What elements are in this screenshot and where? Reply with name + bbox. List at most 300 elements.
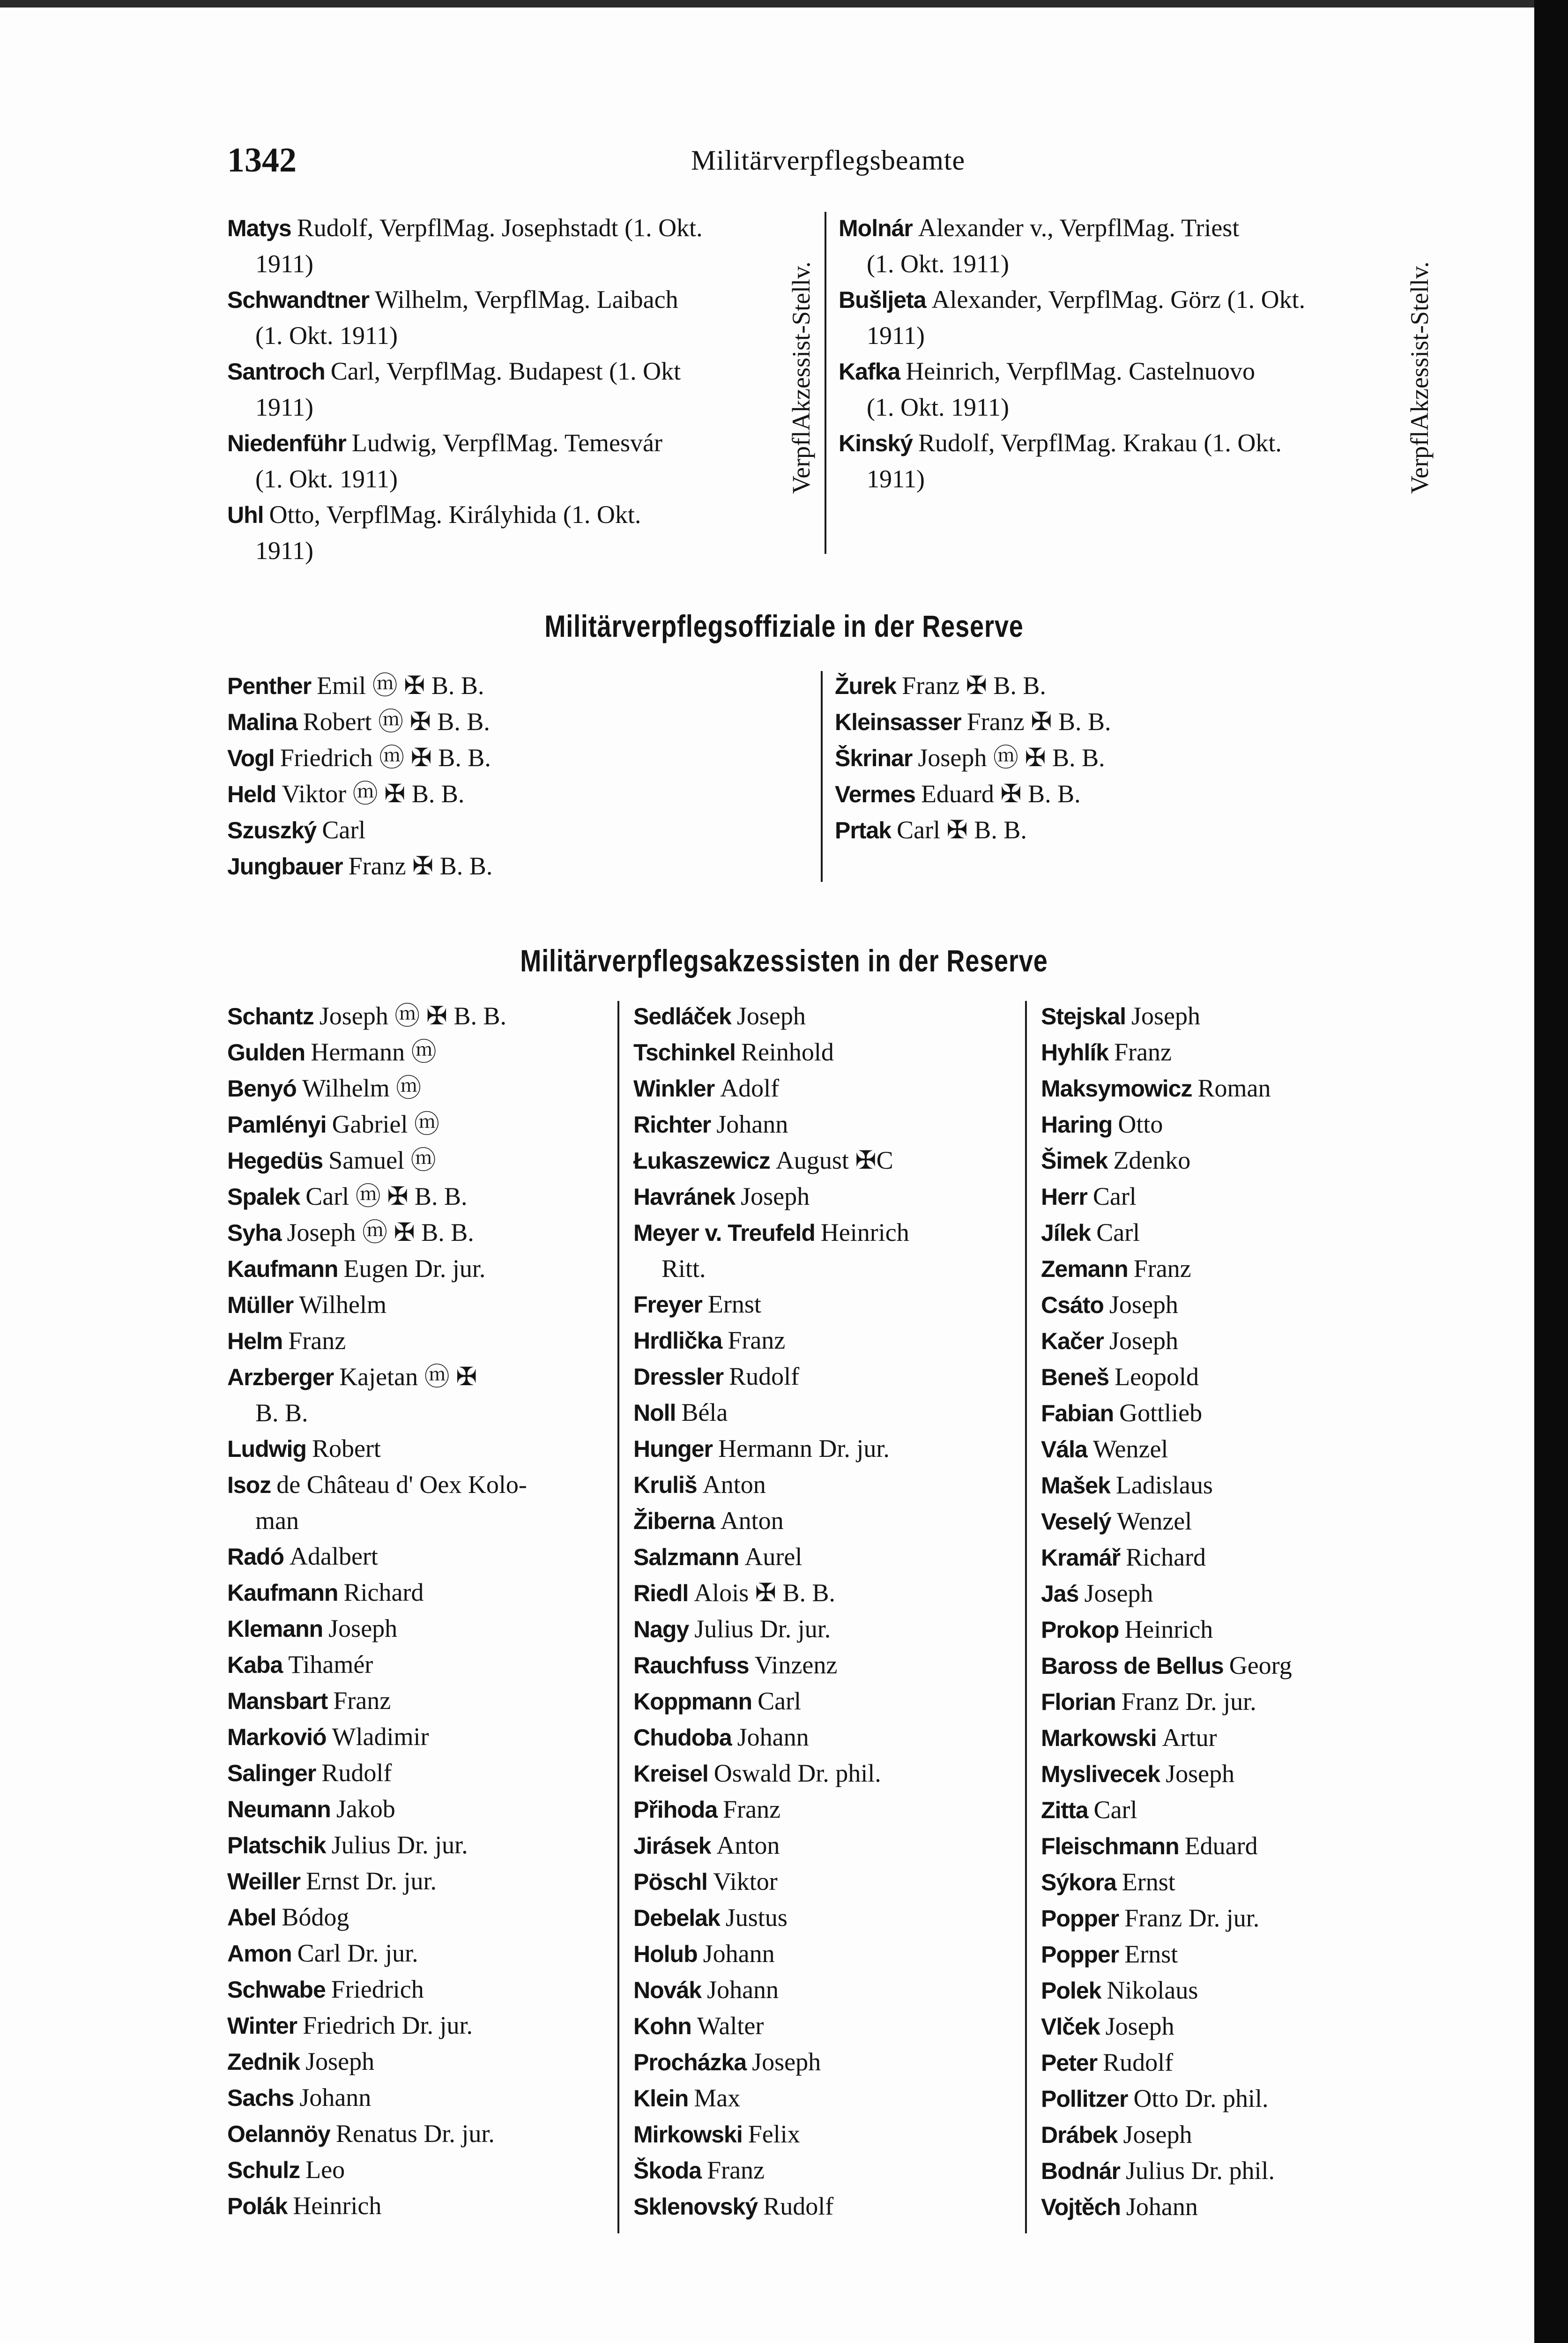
list-entry	[227, 1431, 625, 1467]
entry-detail: Renatus Dr. jur.	[335, 2119, 495, 2148]
entry-surname: Winter	[227, 2013, 297, 2039]
entry-surname: Sýkora	[1041, 1869, 1116, 1895]
list-entry	[227, 1287, 625, 1323]
entry-surname: Held	[227, 781, 276, 807]
list-entry	[227, 2152, 625, 2188]
entry-surname: Santroch	[227, 358, 325, 385]
entry-surname: Žiberna	[633, 1508, 715, 1534]
entry-surname: Sachs	[227, 2085, 294, 2111]
entry-surname: Vojtěch	[1041, 2194, 1121, 2220]
entry-detail: Rudolf	[321, 1759, 392, 1787]
list-entry	[1041, 1106, 1439, 1142]
entry-surname: Kačer	[1041, 1328, 1104, 1354]
list-entry	[227, 2188, 625, 2224]
list-entry	[227, 1935, 625, 1971]
list-entry	[227, 1034, 625, 1070]
offiziale-left-column	[227, 668, 813, 884]
entry-detail: Franz Dr. jur.	[1124, 1904, 1260, 1932]
entry-surname: Salinger	[227, 1760, 316, 1786]
entry-detail: Viktor	[713, 1867, 778, 1895]
entry-surname: Pollitzer	[1041, 2086, 1128, 2112]
entry-surname: Škoda	[633, 2157, 702, 2184]
entry-surname: Kramář	[1041, 1545, 1121, 1571]
list-entry	[839, 389, 1382, 425]
entry-detail: man	[255, 1507, 299, 1535]
list-entry	[633, 1322, 1032, 1358]
list-entry	[227, 1538, 625, 1574]
entry-detail: 1911)	[255, 250, 313, 278]
entry-detail: Heinrich	[293, 2192, 382, 2220]
entry-surname: Peter	[1041, 2050, 1098, 2076]
list-entry	[227, 1179, 625, 1215]
entry-surname: Stejskal	[1041, 1003, 1126, 1030]
list-entry	[835, 668, 1420, 704]
entry-detail: Otto	[1118, 1110, 1163, 1138]
entry-detail: 1911)	[867, 321, 925, 350]
entry-surname: Freyer	[633, 1291, 702, 1318]
entry-surname: Molnár	[839, 215, 913, 241]
entry-detail: Otto Dr. phil.	[1133, 2084, 1269, 2112]
entry-detail: Rudolf	[1103, 2048, 1174, 2076]
entry-surname: Jirásek	[633, 1833, 711, 1859]
list-entry	[633, 1791, 1032, 1828]
entry-surname: Hyhlík	[1041, 1039, 1109, 1066]
list-entry	[633, 1611, 1032, 1647]
entry-detail: Joseph ⓜ ✠ B. B.	[918, 744, 1105, 772]
entry-surname: Noll	[633, 1400, 676, 1426]
entry-detail: Oswald Dr. phil.	[713, 1759, 881, 1787]
list-entry	[633, 1719, 1032, 1755]
entry-detail: 1911)	[255, 393, 313, 421]
list-entry	[227, 812, 813, 848]
entry-detail: Ritt.	[661, 1254, 706, 1283]
entry-surname: Riedl	[633, 1580, 689, 1606]
entry-detail: Max	[694, 2084, 741, 2112]
list-entry	[633, 1034, 1032, 1070]
entry-surname: Niedenführ	[227, 430, 346, 456]
entry-detail: Justus	[725, 1903, 788, 1932]
entry-detail: Friedrich ⓜ ✠ B. B.	[280, 744, 491, 772]
entry-detail: Nikolaus	[1107, 1976, 1198, 2004]
entry-surname: Platschik	[227, 1832, 326, 1858]
list-entry	[227, 848, 813, 884]
list-entry	[1041, 1179, 1439, 1215]
list-entry	[839, 282, 1382, 318]
entry-detail: Alexander v., VerpflMag. Triest	[918, 214, 1240, 242]
entry-surname: Tschinkel	[633, 1039, 736, 1066]
entry-detail: Hermann ⓜ	[311, 1038, 437, 1066]
entry-detail: Wenzel	[1116, 1507, 1192, 1535]
list-entry	[633, 1936, 1032, 1972]
entry-detail: Friedrich Dr. jur.	[303, 2011, 473, 2039]
entry-detail: Carl Dr. jur.	[297, 1939, 418, 1967]
entry-detail: Leopold	[1115, 1363, 1199, 1391]
list-entry	[227, 1142, 625, 1179]
list-entry	[227, 740, 813, 776]
entry-detail: 1911)	[867, 465, 925, 493]
entry-surname: Mašek	[1041, 1472, 1110, 1499]
entry-surname: Drábek	[1041, 2122, 1118, 2148]
entry-detail: Franz	[1133, 1254, 1191, 1283]
entry-detail: (1. Okt. 1911)	[867, 250, 1009, 278]
column-divider	[825, 212, 826, 554]
entry-surname: Sedláček	[633, 1003, 731, 1030]
list-entry	[633, 2116, 1032, 2152]
entry-surname: Prokop	[1041, 1617, 1119, 1643]
entry-detail: Carl	[322, 816, 366, 844]
entry-surname: Csáto	[1041, 1292, 1104, 1318]
list-entry	[633, 2152, 1032, 2188]
list-entry	[227, 1683, 625, 1719]
entry-detail: Anton	[702, 1470, 766, 1499]
list-entry	[227, 1359, 625, 1395]
page-number: 1342	[227, 141, 297, 179]
list-entry	[227, 1755, 625, 1791]
entry-detail: Zdenko	[1113, 1146, 1191, 1174]
entry-detail: Joseph	[1109, 1291, 1178, 1319]
list-entry	[633, 1106, 1032, 1142]
entry-detail: B. B.	[255, 1399, 308, 1427]
list-entry	[633, 2044, 1032, 2080]
entry-detail: Alois ✠ B. B.	[694, 1579, 836, 1607]
entry-detail: Johann	[737, 1723, 809, 1751]
entry-detail: Walter	[697, 2012, 764, 2040]
list-entry	[227, 668, 813, 704]
list-entry	[835, 704, 1420, 740]
list-entry	[633, 1215, 1032, 1251]
entry-surname: Szuszký	[227, 817, 317, 843]
entry-detail: Julius Dr. jur.	[694, 1615, 831, 1643]
entry-detail: Friedrich	[331, 1975, 424, 2003]
list-entry	[1041, 1575, 1439, 1612]
list-entry	[633, 1900, 1032, 1936]
offiziale-title: Militärverpflegsoffiziale in der Reserve	[544, 609, 1024, 643]
entry-detail: de Château d' Oex Kolo-	[276, 1470, 527, 1499]
list-entry	[1041, 1287, 1439, 1323]
list-entry	[227, 1899, 625, 1935]
entry-surname: Žurek	[835, 673, 897, 699]
list-entry	[227, 2007, 625, 2044]
entry-detail: Samuel ⓜ	[328, 1146, 436, 1174]
entry-detail: Wilhelm, VerpflMag. Laibach	[374, 285, 678, 313]
entry-detail: Gabriel ⓜ	[332, 1110, 439, 1138]
entry-detail: Joseph	[305, 2047, 375, 2075]
list-entry	[633, 1647, 1032, 1683]
list-entry	[1041, 1467, 1439, 1503]
entry-detail: Johann	[299, 2083, 372, 2112]
entry-detail: Joseph	[741, 1182, 810, 1210]
list-entry	[227, 1106, 625, 1142]
entry-surname: Neumann	[227, 1796, 331, 1822]
entry-surname: Klein	[633, 2085, 689, 2112]
list-entry	[227, 1827, 625, 1863]
entry-surname: Debelak	[633, 1905, 720, 1931]
entry-detail: Joseph	[736, 1002, 806, 1030]
entry-surname: Florian	[1041, 1689, 1116, 1715]
entry-surname: Pamlényi	[227, 1112, 327, 1138]
entry-surname: Havránek	[633, 1184, 736, 1210]
list-entry	[227, 2116, 625, 2152]
list-entry	[1041, 2008, 1439, 2045]
entry-surname: Kreisel	[633, 1761, 708, 1787]
list-entry	[835, 812, 1420, 848]
list-entry	[633, 1431, 1032, 1467]
list-entry	[227, 1574, 625, 1611]
entry-detail: Johann	[1126, 2193, 1198, 2221]
entry-detail: Franz ✠ B. B.	[902, 672, 1046, 700]
list-entry	[633, 1575, 1032, 1611]
column-divider	[821, 671, 823, 882]
list-entry	[1041, 2045, 1439, 2081]
entry-detail: Franz	[288, 1327, 346, 1355]
list-entry	[227, 425, 775, 461]
column-divider	[617, 1001, 619, 2233]
list-entry	[227, 1611, 625, 1647]
stellv-right-label: VerpflAkzessist-Stellv.	[1405, 261, 1434, 494]
list-entry	[839, 353, 1382, 389]
entry-detail: Ladislaus	[1115, 1471, 1213, 1499]
entry-surname: Amon	[227, 1940, 292, 1967]
entry-surname: Mirkowski	[633, 2121, 743, 2148]
list-entry	[633, 1828, 1032, 1864]
entry-surname: Vogl	[227, 745, 275, 771]
list-entry	[835, 740, 1420, 776]
entry-detail: Ernst	[1124, 1940, 1178, 1968]
list-entry	[1041, 1828, 1439, 1864]
entry-detail: Franz	[728, 1326, 786, 1354]
entry-detail: Anton	[720, 1507, 784, 1535]
list-entry	[1041, 1359, 1439, 1395]
list-entry	[1041, 1251, 1439, 1287]
entry-detail: Roman	[1197, 1074, 1271, 1102]
entry-surname: Jaś	[1041, 1581, 1079, 1607]
entry-detail: Eduard	[1184, 1832, 1258, 1860]
entry-surname: Koppmann	[633, 1688, 752, 1715]
entry-detail: Julius Dr. phil.	[1126, 2156, 1275, 2185]
entry-surname: Salzmann	[633, 1544, 739, 1570]
list-entry	[633, 2188, 1032, 2224]
entry-surname: Zitta	[1041, 1797, 1088, 1823]
entry-detail: Béla	[681, 1398, 728, 1426]
entry-surname: Kleinsasser	[835, 709, 961, 735]
list-entry	[1041, 2117, 1439, 2153]
list-entry	[227, 1467, 625, 1503]
list-entry	[227, 1719, 625, 1755]
entry-surname: Markovió	[227, 1724, 327, 1750]
entry-detail: Franz	[333, 1686, 391, 1715]
list-entry	[1041, 1323, 1439, 1359]
entry-detail: Adalbert	[290, 1542, 378, 1570]
entry-surname: Spalek	[227, 1184, 300, 1210]
entry-surname: Vála	[1041, 1436, 1087, 1463]
entry-detail: Johann	[703, 1940, 775, 1968]
entry-surname: Polek	[1041, 1977, 1101, 2004]
entry-surname: Markowski	[1041, 1725, 1157, 1751]
list-entry	[1041, 1756, 1439, 1792]
entry-surname: Dressler	[633, 1364, 724, 1390]
entry-detail: Heinrich	[820, 1218, 909, 1246]
list-entry	[227, 1251, 625, 1287]
list-entry	[227, 497, 775, 533]
list-entry	[633, 1683, 1032, 1719]
list-entry	[633, 1864, 1032, 1900]
entry-detail: Rudolf, VerpflMag. Josephstadt (1. Okt.	[297, 214, 703, 242]
entry-detail: Richard	[343, 1578, 424, 1606]
list-entry	[1041, 1684, 1439, 1720]
entry-surname: Nagy	[633, 1616, 689, 1642]
entry-detail: Heinrich, VerpflMag. Castelnuovo	[906, 357, 1256, 385]
list-entry	[1041, 2153, 1439, 2189]
entry-detail: Adolf	[720, 1074, 780, 1102]
list-entry	[1041, 1648, 1439, 1684]
list-entry	[1041, 1070, 1439, 1106]
entry-detail: Anton	[716, 1831, 780, 1859]
entry-detail: Kajetan ⓜ ✠	[339, 1363, 477, 1391]
entry-detail: Robert ⓜ ✠ B. B.	[303, 708, 490, 736]
entry-surname: Myslivecek	[1041, 1761, 1160, 1787]
entry-detail: Carl ✠ B. B.	[897, 816, 1027, 844]
entry-detail: Rudolf	[763, 2192, 834, 2220]
entry-surname: Müller	[227, 1292, 294, 1318]
entry-detail: Joseph	[328, 1614, 398, 1642]
entry-detail: Carl	[758, 1687, 802, 1715]
list-entry	[633, 1972, 1032, 2008]
entry-surname: Popper	[1041, 1941, 1119, 1968]
entry-detail: Carl, VerpflMag. Budapest (1. Okt	[330, 357, 681, 385]
entry-detail: Carl	[1096, 1218, 1140, 1246]
list-entry	[227, 704, 813, 740]
list-entry	[227, 1971, 625, 2007]
page-header	[227, 141, 1398, 183]
list-entry	[839, 210, 1382, 246]
entry-detail: Johann	[707, 1976, 779, 2004]
entry-surname: Hrdlička	[633, 1328, 722, 1354]
entry-detail: Bódog	[282, 1903, 349, 1931]
entry-surname: Kruliš	[633, 1472, 697, 1498]
entry-surname: Novák	[633, 1977, 702, 2003]
entry-surname: Schantz	[227, 1003, 314, 1030]
entry-detail: 1911)	[255, 537, 313, 565]
entry-surname: Sklenovský	[633, 2194, 758, 2220]
entry-surname: Kaufmann	[227, 1580, 338, 1606]
entry-surname: Jílek	[1041, 1220, 1091, 1246]
entry-detail: Joseph	[1131, 1002, 1201, 1030]
entry-surname: Helm	[227, 1328, 283, 1354]
entry-surname: Schwandtner	[227, 287, 369, 313]
list-entry	[227, 1395, 625, 1431]
entry-surname: Chudoba	[633, 1724, 732, 1751]
list-entry	[633, 1467, 1032, 1503]
entry-detail: Carl	[1093, 1796, 1137, 1824]
entry-surname: Rauchfuss	[633, 1652, 749, 1679]
list-entry	[227, 282, 775, 318]
entry-surname: Kaufmann	[227, 1256, 338, 1282]
entry-detail: Joseph	[1105, 2012, 1174, 2040]
list-entry	[633, 1142, 1032, 1179]
entry-surname: Herr	[1041, 1184, 1087, 1210]
entry-detail: Franz Dr. jur.	[1121, 1687, 1256, 1716]
entry-surname: Prtak	[835, 817, 892, 843]
list-entry	[633, 1251, 1032, 1286]
entry-surname: Fleischmann	[1041, 1833, 1179, 1859]
entry-detail: August ✠C	[775, 1146, 893, 1174]
akzessisten-title: Militärverpflegsakzessisten in der Reserve	[520, 943, 1048, 978]
list-entry	[227, 389, 775, 425]
entry-detail: Rudolf, VerpflMag. Krakau (1. Okt.	[918, 429, 1282, 457]
list-entry	[839, 318, 1382, 353]
offiziale-right-column	[835, 668, 1420, 848]
entry-detail: Otto, VerpflMag. Királyhida (1. Okt.	[269, 500, 641, 529]
entry-surname: Škrinar	[835, 745, 913, 771]
entry-detail: Wilhelm ⓜ	[302, 1074, 422, 1102]
list-entry	[227, 1791, 625, 1827]
entry-detail: Georg	[1229, 1651, 1292, 1679]
list-entry	[227, 2044, 625, 2080]
akzessisten-column-1	[227, 998, 625, 2224]
list-entry	[227, 2080, 625, 2116]
list-entry	[1041, 1792, 1439, 1828]
entry-detail: Rudolf	[729, 1362, 800, 1390]
scan-edge-shadow	[1534, 0, 1568, 2343]
entry-surname: Pöschl	[633, 1869, 707, 1895]
list-entry	[835, 776, 1420, 812]
list-entry	[1041, 1612, 1439, 1648]
entry-surname: Zemann	[1041, 1256, 1128, 1282]
entry-surname: Isoz	[227, 1472, 271, 1498]
list-entry	[633, 998, 1032, 1034]
list-entry	[227, 246, 775, 282]
list-entry	[633, 1286, 1032, 1322]
running-head: Militärverpflegsbeamte	[691, 145, 966, 176]
entry-surname: Zednik	[227, 2049, 300, 2075]
entry-detail: Eugen Dr. jur.	[343, 1254, 486, 1283]
entry-surname: Uhl	[227, 502, 264, 528]
entry-surname: Procházka	[633, 2049, 747, 2075]
entry-surname: Ludwig	[227, 1436, 306, 1462]
entry-detail: (1. Okt. 1911)	[255, 321, 398, 350]
entry-surname: Veselý	[1041, 1508, 1111, 1535]
entry-detail: Joseph	[1084, 1579, 1153, 1607]
entry-detail: Felix	[748, 2120, 800, 2148]
list-entry	[227, 1215, 625, 1251]
entry-detail: Wilhelm	[299, 1291, 387, 1319]
entry-surname: Maksymowicz	[1041, 1075, 1192, 1102]
entry-surname: Schulz	[227, 2157, 300, 2183]
entry-detail: (1. Okt. 1911)	[867, 393, 1009, 421]
entry-detail: Ernst Dr. jur.	[306, 1867, 437, 1895]
entry-detail: Eduard ✠ B. B.	[921, 780, 1081, 808]
list-entry	[633, 1358, 1032, 1395]
list-entry	[633, 1539, 1032, 1575]
entry-surname: Oelannöy	[227, 2121, 330, 2147]
entry-detail: Franz ✠ B. B.	[348, 852, 493, 880]
list-entry	[227, 461, 775, 497]
entry-surname: Penther	[227, 673, 312, 699]
list-entry	[633, 2008, 1032, 2044]
entry-surname: Benyó	[227, 1075, 297, 1102]
list-entry	[227, 318, 775, 353]
list-entry	[1041, 1539, 1439, 1575]
entry-surname: Haring	[1041, 1112, 1113, 1138]
entry-surname: Bušljeta	[839, 287, 926, 313]
list-entry	[839, 461, 1382, 497]
entry-surname: Hunger	[633, 1436, 713, 1462]
entry-surname: Radó	[227, 1544, 284, 1570]
entry-detail: Hermann Dr. jur.	[718, 1434, 890, 1463]
entry-surname: Łukaszewicz	[633, 1148, 770, 1174]
list-entry	[227, 1647, 625, 1683]
entry-surname: Winkler	[633, 1075, 715, 1102]
